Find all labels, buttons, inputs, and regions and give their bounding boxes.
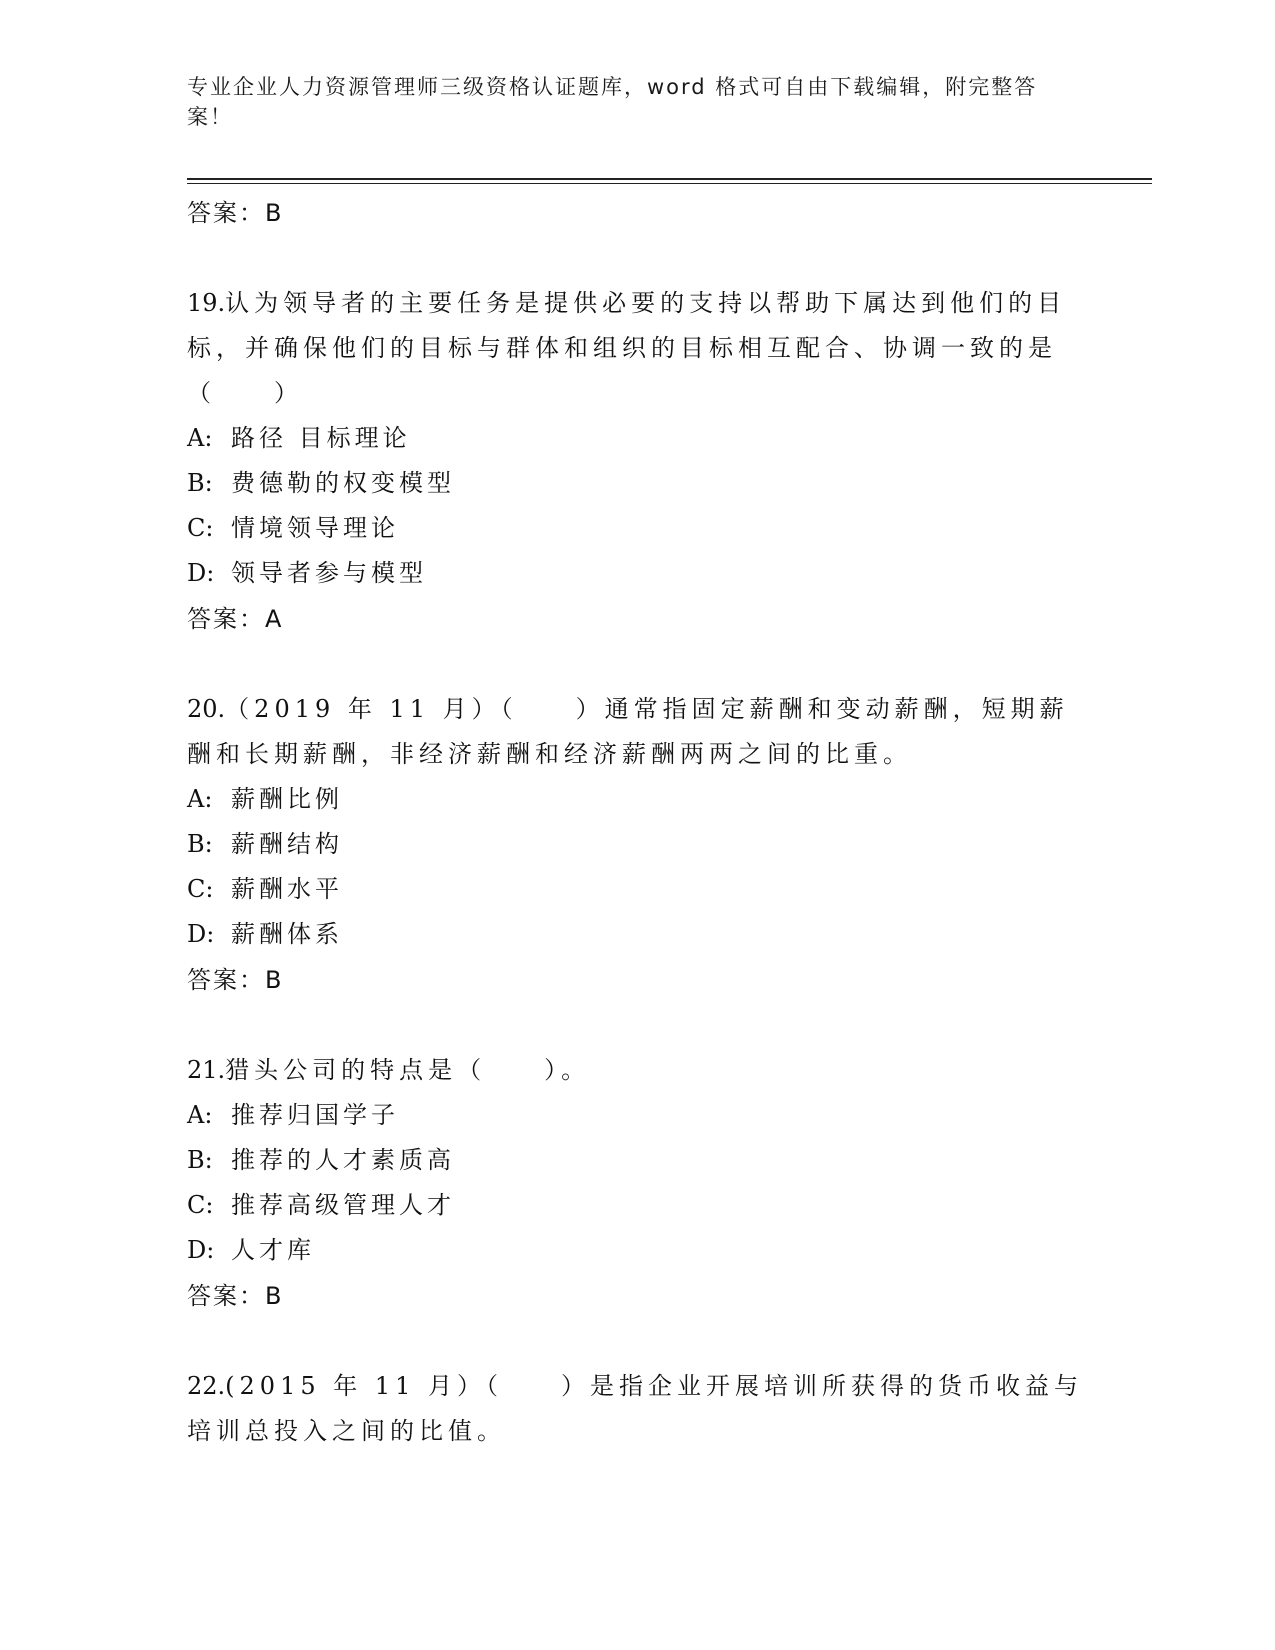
option-key: D:	[187, 1236, 215, 1264]
header-rule-thick	[187, 178, 1152, 180]
option-key: C:	[187, 514, 214, 542]
page-header: 专业企业人力资源管理师三级资格认证题库，word 格式可自由下载编辑，附完整答案！	[187, 75, 1038, 129]
option-key: B:	[187, 1146, 213, 1174]
option-a	[187, 777, 1087, 822]
answer-line: 答案：B	[187, 966, 284, 994]
question-number: 19.	[187, 289, 226, 317]
option-text: 推荐的人才素质高	[231, 1146, 455, 1174]
document-body	[187, 190, 1087, 1454]
question-number: 20.	[187, 695, 226, 723]
option-key: A:	[187, 424, 213, 452]
option-key: D:	[187, 920, 215, 948]
option-b	[187, 461, 1087, 506]
header-rule-thin	[187, 183, 1152, 184]
option-text: 薪酬结构	[231, 830, 343, 858]
question-stem	[187, 1048, 1087, 1093]
option-a	[187, 416, 1087, 461]
answer-line: 答案：B	[187, 1282, 284, 1310]
question-text: 猎头公司的特点是（ ）。	[225, 1056, 591, 1084]
option-text: 推荐归国学子	[231, 1101, 399, 1129]
option-d	[187, 551, 1087, 596]
question-text: 认为领导者的主要任务是提供必要的支持以帮助下属达到他们的目标，并确保他们的目标与群体和组织的目标相互配合、协调一致的是（ ）	[187, 289, 1067, 407]
answer-line: 答案：A	[187, 605, 284, 633]
question-text: （2019 年 11 月）（ ）通常指固定薪酬和变动薪酬，短期薪酬和长期薪酬，非经济薪酬和经济薪酬两两之间的比重。	[187, 695, 1069, 768]
question-21	[187, 1048, 1087, 1319]
option-c	[187, 506, 1087, 551]
question-number: 21.	[187, 1056, 226, 1084]
option-b	[187, 1138, 1087, 1183]
option-key: B:	[187, 469, 213, 497]
question-text: (2015 年 11 月）（ ）是指企业开展培训所获得的货币收益与培训总投入之间的比值。	[187, 1372, 1084, 1445]
option-d	[187, 1228, 1087, 1273]
option-c	[187, 867, 1087, 912]
option-text: 薪酬水平	[231, 875, 343, 903]
question-22	[187, 1364, 1087, 1454]
option-text: 薪酬体系	[231, 920, 343, 948]
option-c	[187, 1183, 1087, 1228]
option-key: C:	[187, 1191, 214, 1219]
question-19	[187, 281, 1087, 642]
question-stem	[187, 1364, 1087, 1454]
option-text: 情境领导理论	[231, 514, 399, 542]
option-text: 推荐高级管理人才	[231, 1191, 455, 1219]
option-key: A:	[187, 1101, 213, 1129]
option-key: A:	[187, 785, 213, 813]
option-b	[187, 822, 1087, 867]
option-text: 薪酬比例	[231, 785, 343, 813]
option-text: 费德勒的权变模型	[231, 469, 455, 497]
question-number: 22.	[187, 1372, 226, 1400]
option-key: D:	[187, 559, 215, 587]
answer-line: 答案：B	[187, 199, 284, 227]
option-d	[187, 912, 1087, 957]
question-20	[187, 687, 1087, 1003]
question-stem	[187, 281, 1087, 416]
option-text: 人才库	[231, 1236, 315, 1264]
question-stem	[187, 687, 1087, 777]
option-key: C:	[187, 875, 214, 903]
option-key: B:	[187, 830, 213, 858]
option-a	[187, 1093, 1087, 1138]
option-text: 路径 目标理论	[231, 424, 411, 452]
option-text: 领导者参与模型	[231, 559, 427, 587]
